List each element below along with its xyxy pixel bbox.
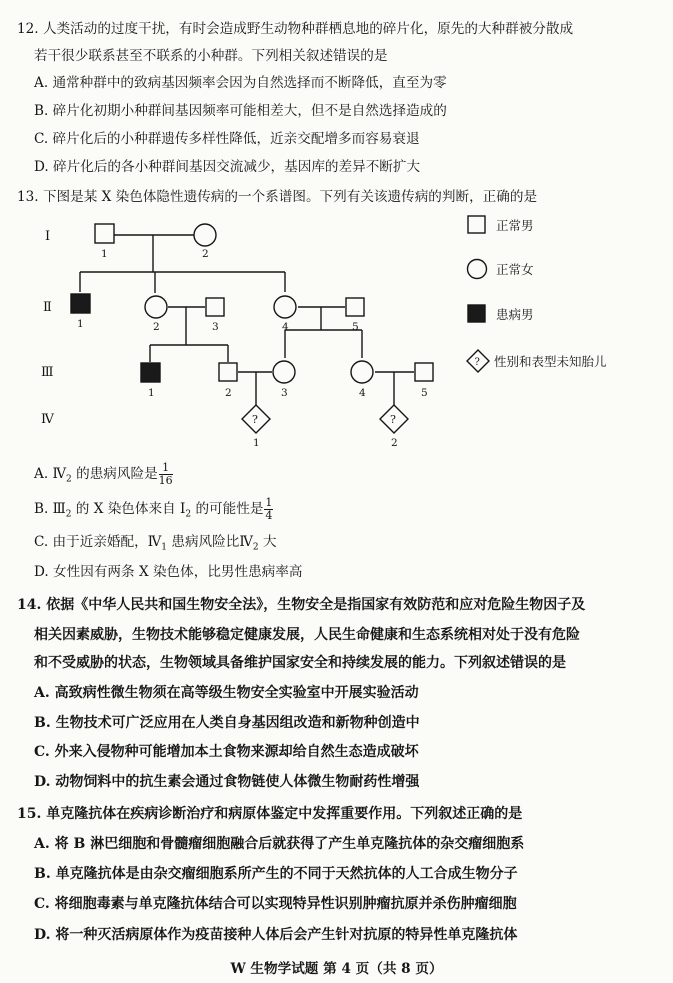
q12-stem-line1: 12. 人类活动的过度干扰，有时会造成野生动物种群栖息地的碎片化，原先的大种群被分散成 — [17, 21, 574, 37]
pedigree-I1-normal-male — [95, 224, 114, 243]
q12-option-d: D. 碎片化后的各小种群间基因交流减少，基因库的差异不断扩大 — [34, 159, 421, 175]
q15-stem: 15. 单克隆抗体在疾病诊断治疗和病原体鉴定中发挥重要作用。下列叙述正确的是 — [17, 806, 523, 822]
pedigree-II1-affected-male — [71, 294, 90, 313]
square-icon — [466, 214, 488, 236]
legend-affected-male — [466, 301, 534, 327]
pedigree-chart — [0, 210, 460, 450]
q13-option-b: B. $Ⅲ_2$ 的 X 染色体来自 $Ⅰ_2$ 的可能性是 $\frac{1}{4}$ — [34, 496, 273, 522]
q14-option-b: B. 生物技术可广泛应用在人类自身基因组改造和新物种创造中 — [34, 715, 420, 731]
pedigree-IV1-question-mark: ? — [252, 413, 258, 426]
q15-option-c: C. 将细胞毒素与单克隆抗体结合可以实现特异性识别肿瘤抗原并杀伤肿瘤细胞 — [34, 896, 517, 912]
individual-number: 4 — [359, 387, 366, 399]
q15-option-a: A. 将 B 淋巴细胞和骨髓瘤细胞融合后就获得了产生单克隆抗体的杂交瘤细胞系 — [34, 836, 525, 852]
filled-square-icon — [466, 303, 488, 325]
legend-normal-male-label: 正常男 — [496, 218, 534, 233]
pedigree-II3-normal-male — [206, 298, 224, 316]
q14-option-a: A. 高致病性微生物须在高等级生物安全实验室中开展实验活动 — [34, 685, 419, 701]
individual-number: 2 — [202, 248, 209, 260]
generation-label-III: Ⅲ — [41, 365, 54, 380]
individual-number: 1 — [148, 387, 155, 399]
q12-option-c: C. 碎片化后的小种群遗传多样性降低，近亲交配增多而容易衰退 — [34, 131, 420, 147]
individual-number: 4 — [282, 321, 289, 333]
q14-option-c: C. 外来入侵物种可能增加本土食物来源却给自然生态造成破坏 — [34, 744, 419, 760]
legend-normal-male — [466, 212, 534, 238]
individual-number: 5 — [352, 321, 359, 333]
q13-option-d: D. 女性因有两条 X 染色体，比男性患病率高 — [34, 564, 303, 580]
legend-unknown-fetus-label: 性别和表型未知胎儿 — [494, 354, 607, 369]
generation-label-II: Ⅱ — [43, 300, 52, 315]
pedigree-III3-normal-female — [273, 361, 295, 383]
q12-option-b: B. 碎片化初期小种群间基因频率可能相差大，但不是自然选择造成的 — [34, 103, 447, 119]
pedigree-II4-normal-female — [274, 296, 296, 318]
legend-normal-female — [466, 256, 534, 282]
pedigree-III1-affected-male — [141, 363, 160, 382]
q14-stem-line2: 相关因素威胁，生物技术能够稳定健康发展，人民生命健康和生态系统相对处于没有危险 — [34, 627, 580, 643]
q13-stem: 13. 下图是某 X 染色体隐性遗传病的一个系谱图。下列有关该遗传病的判断，正确的是 — [17, 189, 538, 205]
q15-option-d: D. 将一种灭活病原体作为疫苗接种人体后会产生针对抗原的特异性单克隆抗体 — [34, 927, 518, 943]
individual-number: 1 — [253, 437, 260, 449]
legend-normal-female-label: 正常女 — [496, 262, 534, 277]
individual-number: 1 — [101, 248, 108, 260]
q13-option-c: C. 由于近亲婚配，$Ⅳ_1$ 患病风险比$Ⅳ_2$ 大 — [34, 534, 277, 553]
legend-unknown-fetus — [466, 348, 607, 374]
individual-number: 3 — [281, 387, 288, 399]
individual-number: 2 — [391, 437, 398, 449]
q12-option-a: A. 通常种群中的致病基因频率会因为自然选择而不断降低，直至为零 — [34, 75, 447, 91]
pedigree-III2-normal-male — [219, 363, 237, 381]
individual-number: 1 — [77, 318, 84, 330]
pedigree-II5-normal-male — [346, 298, 364, 316]
pedigree-II2-normal-female — [145, 296, 167, 318]
individual-number: 3 — [212, 321, 219, 333]
page-footer: W 生物学试题 第 4 页（共 8 页） — [230, 961, 443, 977]
q14-option-d: D. 动物饲料中的抗生素会通过食物链使人体微生物耐药性增强 — [34, 774, 420, 790]
pedigree-I2-normal-female — [194, 224, 216, 246]
individual-number: 2 — [153, 321, 160, 333]
pedigree-IV2-question-mark: ? — [390, 413, 396, 426]
legend-affected-male-label: 患病男 — [496, 307, 534, 322]
circle-icon — [466, 258, 488, 280]
diamond-icon — [466, 349, 490, 373]
q12-stem-line2: 若干很少联系甚至不联系的小种群。下列相关叙述错误的是 — [34, 48, 388, 64]
generation-label-IV: Ⅳ — [41, 412, 54, 427]
pedigree-III4-normal-female — [351, 361, 373, 383]
individual-number: 2 — [225, 387, 232, 399]
svg-text:?: ? — [474, 357, 480, 368]
pedigree-III5-normal-male — [415, 363, 433, 381]
q14-stem-line1: 14. 依据《中华人民共和国生物安全法》，生物安全是指国家有效防范和应对危险生物因子及 — [17, 597, 586, 613]
q13-option-a: A. $Ⅳ_2$ 的患病风险是 $\frac{1}{16}$ — [34, 461, 173, 487]
generation-label-I: Ⅰ — [45, 229, 51, 244]
individual-number: 5 — [421, 387, 428, 399]
q14-stem-line3: 和不受威胁的状态，生物领域具备维护国家安全和持续发展的能力。下列叙述错误的是 — [34, 655, 566, 671]
q15-option-b: B. 单克隆抗体是由杂交瘤细胞系所产生的不同于天然抗体的人工合成生物分子 — [34, 866, 518, 882]
